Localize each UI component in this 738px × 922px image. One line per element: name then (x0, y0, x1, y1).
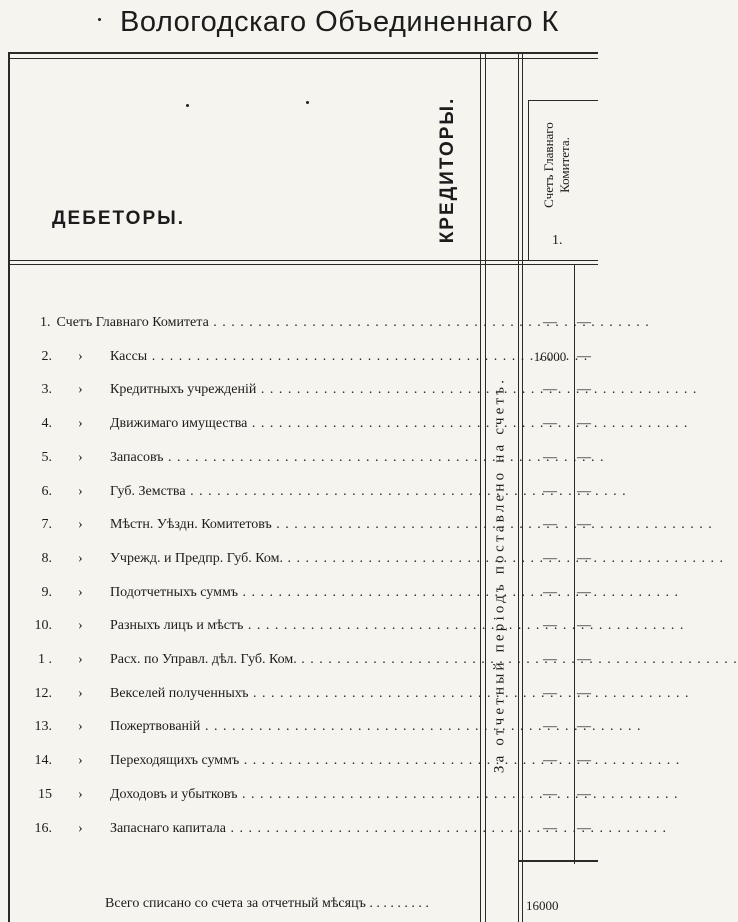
account-header-box-top (528, 100, 598, 101)
row-value: — (543, 719, 557, 734)
account-header-box-left (528, 100, 529, 260)
row-label: Разныхъ лицъ и мѣстъ . . . (110, 616, 470, 636)
total-label: Всего списано со счета за отчетный мѣсяцъ . . . . . . . . . (105, 896, 429, 911)
top-border-inner (8, 58, 598, 59)
row-number: 16. (34, 821, 52, 836)
row-label: Запаснаго капитала . . . (110, 819, 470, 839)
creditors-heading: КРЕДИТОРЫ. (437, 96, 458, 244)
row-number: 7. (41, 517, 52, 532)
row-number: 12. (34, 686, 52, 701)
table-row (0, 650, 598, 670)
top-border (8, 52, 598, 54)
row-number: 13. (34, 719, 52, 734)
account-column-heading: Счетъ Главнаго Комитета. (541, 122, 572, 208)
row-value: 16000 (533, 349, 567, 364)
row-number: 14. (34, 753, 52, 768)
table-row (0, 684, 598, 704)
row-next-column-value: — (577, 652, 591, 667)
row-number: 6. (41, 484, 52, 499)
row-label: Расх. по Управл. дѣл. Губ. Ком. . . . (110, 650, 470, 670)
ditto-mark: › (78, 787, 83, 802)
row-label: Учрежд. и Предпр. Губ. Ком. . . . (110, 549, 470, 569)
ditto-mark: › (78, 585, 83, 600)
row-next-column-value: — (577, 821, 591, 836)
row-number: 1 . (38, 652, 52, 667)
row-next-column-value: — (577, 686, 591, 701)
table-row (0, 549, 598, 569)
row-number: 15 (38, 787, 52, 802)
row-label: Губ. Земства . . . (110, 482, 470, 502)
row-next-column-value: — (577, 551, 591, 566)
row-value: — (543, 382, 557, 397)
row-next-column-value: — (577, 416, 591, 431)
row-label: Запасовъ . . . (110, 448, 470, 468)
ditto-mark: › (78, 652, 83, 667)
row-value: — (543, 450, 557, 465)
ditto-mark: › (78, 753, 83, 768)
row-value: — (543, 753, 557, 768)
table-row (0, 819, 598, 839)
row-number: 10. (34, 618, 52, 633)
total-divider (518, 860, 598, 862)
row-value: — (543, 315, 557, 330)
debtors-heading: ДЕБЕТОРЫ. (52, 208, 186, 229)
row-value: — (543, 787, 557, 802)
row-number: 5. (41, 450, 52, 465)
account-column-number: 1. (552, 233, 563, 248)
ditto-mark: › (78, 719, 83, 734)
page-title: Вологодскаго Объединеннаго К (120, 6, 559, 38)
table-row (0, 380, 598, 400)
row-number: 2. (41, 349, 52, 364)
table-row (0, 785, 598, 805)
row-number: 3. (41, 382, 52, 397)
row-label: Кассы . . . (110, 347, 470, 367)
row-value: — (543, 517, 557, 532)
row-next-column-value: — (577, 753, 591, 768)
row-value: — (543, 821, 557, 836)
ditto-mark: › (78, 551, 83, 566)
row-next-column-value: — (577, 349, 591, 364)
ditto-mark: › (78, 484, 83, 499)
table-row (0, 313, 598, 333)
row-next-column-value: — (577, 585, 591, 600)
total-value: 16000 (526, 898, 559, 913)
table-row (0, 414, 598, 434)
speck (98, 18, 101, 21)
ditto-mark: › (78, 382, 83, 397)
header-divider (8, 260, 598, 261)
ditto-mark: › (78, 686, 83, 701)
row-next-column-value: — (577, 450, 591, 465)
row-next-column-value: — (577, 382, 591, 397)
row-value: — (543, 416, 557, 431)
row-number: 8. (41, 551, 52, 566)
row-next-column-value: — (577, 719, 591, 734)
table-row (0, 448, 598, 468)
speck (306, 101, 309, 104)
row-label: Пожертвованій . . . (110, 717, 470, 737)
row-number: 1. (40, 315, 51, 330)
table-row (0, 482, 598, 502)
row-label: Кредитныхъ учрежденій . . . (110, 380, 470, 400)
table-row (0, 616, 598, 636)
header-divider-2 (8, 264, 598, 265)
table-row (0, 717, 598, 737)
row-value: — (543, 585, 557, 600)
row-label: Переходящихъ суммъ . . . (110, 751, 470, 771)
row-value: — (543, 686, 557, 701)
row-label: Векселей полученныхъ . . . (110, 684, 470, 704)
table-row (0, 583, 598, 603)
ditto-mark: › (78, 450, 83, 465)
table-row (0, 751, 598, 771)
row-number: 9. (41, 585, 52, 600)
row-value: — (543, 551, 557, 566)
row-next-column-value: — (577, 517, 591, 532)
row-label: Мѣстн. Уѣздн. Комитетовъ . . . (110, 515, 470, 535)
speck (186, 104, 189, 107)
ditto-mark: › (78, 618, 83, 633)
period-note: За отчетный періодъ поставлено на счетъ. (491, 376, 508, 774)
row-label: Движимаго имущества . . . (110, 414, 470, 434)
row-number: 4. (41, 416, 52, 431)
row-label (40, 313, 469, 333)
ditto-mark: › (78, 349, 83, 364)
row-label-text: Счетъ Главнаго Комитета (56, 315, 209, 330)
row-value: — (543, 484, 557, 499)
row-next-column-value: — (577, 484, 591, 499)
row-next-column-value: — (577, 787, 591, 802)
row-value: — (543, 618, 557, 633)
row-next-column-value: — (577, 315, 591, 330)
row-label: Подотчетныхъ суммъ . . . (110, 583, 470, 603)
row-label: Доходовъ и убытковъ . . . (110, 785, 470, 805)
row-next-column-value: — (577, 618, 591, 633)
ditto-mark: › (78, 517, 83, 532)
table-row (0, 347, 598, 367)
ditto-mark: › (78, 821, 83, 836)
table-row (0, 515, 598, 535)
row-value: — (543, 652, 557, 667)
ditto-mark: › (78, 416, 83, 431)
